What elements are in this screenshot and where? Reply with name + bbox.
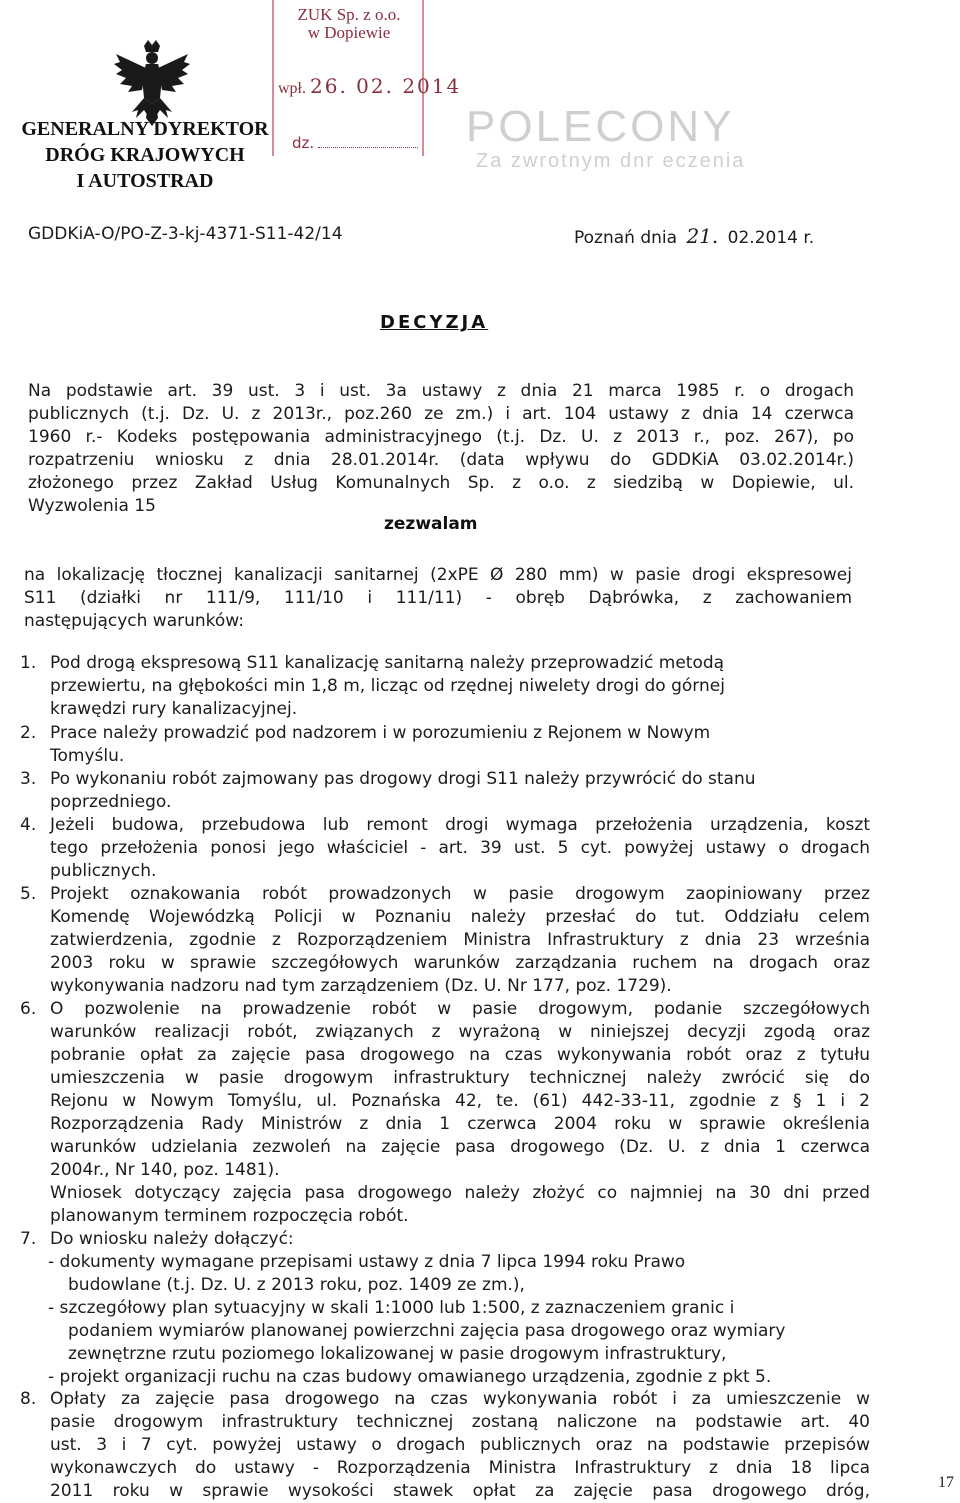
stamp-dz-label: dz.	[292, 134, 315, 152]
condition-line: przewiertu, na głębokości min 1,8 m, licząc od rzędnej niwelety drogi do górnej	[50, 676, 725, 696]
condition-number: 2.	[20, 723, 37, 743]
received-stamp	[272, 0, 462, 156]
condition-line: Jeżeli budowa, przebudowa lub remont drogi wymaga przełożenia urządzenia, koszt	[50, 815, 870, 835]
page-number: 17	[938, 1474, 954, 1491]
intro-line: złożonego przez Zakład Usług Komunalnych Sp. z o.o. z siedzibą w Dopiewie, ul.	[28, 473, 854, 493]
stamp-dz-row	[292, 134, 418, 152]
decision-word: zezwalam	[384, 514, 478, 534]
intro-line: rozpatrzeniu wniosku z dnia 28.01.2014r. (data wpływu do GDDKiA 03.02.2014r.)	[28, 450, 854, 470]
condition-line: 2003 roku w sprawie szczegółowych warunków zarządzania ruchem na drogach oraz	[50, 953, 870, 973]
intro-line: Na podstawie art. 39 ust. 3 i ust. 3a ustawy z dnia 21 marca 1985 r. o drogach	[28, 381, 854, 401]
authority-line: I AUTOSTRAD	[76, 170, 214, 192]
condition-line: Rozporządzenia Rady Ministrów z dnia 1 czerwca 2004 roku w sprawie określenia	[50, 1114, 870, 1134]
stamp-date-label: wpł.	[278, 80, 306, 97]
condition-line: Rejonu w Nowym Tomyślu, ul. Poznańska 42, te. (61) 442-33-11, zgodnie z § 1 i 2	[50, 1091, 870, 1111]
document-title: DECYZJA	[380, 312, 489, 333]
condition-number: 5.	[20, 884, 37, 904]
scope-paragraph	[24, 564, 852, 633]
scope-line: na lokalizację tłocznej kanalizacji sanitarnej (2xPE Ø 280 mm) w pasie drogi ekspresowej	[24, 565, 852, 585]
condition-line: Pod drogą ekspresową S11 kanalizację sanitarną należy przeprowadzić metodą	[50, 653, 725, 673]
condition-line: O pozwolenie na prowadzenie robót w pasie drogowym, podanie szczegółowych	[50, 999, 870, 1019]
attachment-line: - szczegółowy plan sytuacyjny w skali 1:1000 lub 1:500, z zaznaczeniem granic i	[48, 1298, 735, 1318]
condition-line: Wniosek dotyczący zajęcia pasa drogowego należy złożyć co najmniej na 30 dni przed	[50, 1183, 870, 1203]
condition-line: tego przełożenia ponosi jego właściciel - art. 39 ust. 5 cyt. powyżej ustawy o drogach	[50, 838, 870, 858]
condition-line: Komendę Wojewódzką Policji w Poznaniu należy przesłać do tut. Oddziału celem	[50, 907, 870, 927]
intro-line: Wyzwolenia 15	[28, 496, 156, 516]
scope-line: następujących warunków:	[24, 611, 245, 631]
authority-line: DRÓG KRAJOWYCH	[45, 144, 245, 166]
condition-line: pobranie opłat za zajęcie pasa drogowego na czas wykonywania robót oraz z tytułu	[50, 1045, 870, 1065]
condition-number: 7.	[20, 1229, 37, 1249]
stamp-company-line: ZUK Sp. z o.o.	[297, 5, 401, 24]
eagle-emblem-icon	[112, 40, 192, 128]
stamp-company	[284, 6, 414, 42]
condition-line: warunków realizacji robót, związanych z wyrażoną w niniejszej decyzji zgodą oraz	[50, 1022, 870, 1042]
condition-number: 4.	[20, 815, 37, 835]
authority-line: GENERALNY DYREKTOR	[21, 118, 269, 140]
place-date-rest: 02.2014 r.	[727, 228, 815, 248]
condition-line: umieszczenia w pasie drogowym infrastruktury technicznej należy zwrócić się do	[50, 1068, 870, 1088]
registered-stamp-title: POLECONY	[466, 102, 735, 151]
stamp-date-value: 26. 02. 2014	[310, 74, 462, 98]
condition-line: publicznych.	[50, 861, 157, 881]
attachment-line: zewnętrzne rzutu poziomego lokalizowanej w pasie drogowym infrastruktury,	[68, 1344, 727, 1364]
registered-mail-stamp	[466, 104, 746, 173]
stamp-date-row	[278, 74, 461, 98]
condition-line: poprzedniego.	[50, 792, 172, 812]
condition-line: Po wykonaniu robót zajmowany pas drogowy drogi S11 należy przywrócić do stanu	[50, 769, 756, 789]
condition-line: pasie drogowym infrastruktury technicznej zostaną naliczone na podstawie art. 40	[50, 1412, 870, 1432]
intro-line: publicznych (t.j. Dz. U. z 2013r., poz.260 ze zm.) i art. 104 ustawy z dnia 14 czerwca	[28, 404, 854, 424]
case-reference: GDDKiA-O/PO-Z-3-kj-4371-S11-42/14	[28, 224, 343, 244]
issuing-authority	[14, 116, 276, 194]
condition-number: 3.	[20, 769, 37, 789]
attachment-line: - dokumenty wymagane przepisami ustawy z dnia 7 lipca 1994 roku Prawo	[48, 1252, 686, 1272]
condition-line: Tomyślu.	[50, 746, 125, 766]
condition-line: warunków udzielania zezwoleń na zajęcie pasa drogowego (Dz. U. z dnia 1 czerwca	[50, 1137, 870, 1157]
condition-number: 1.	[20, 653, 37, 673]
condition-line: planowanym terminem rozpoczęcia robót.	[50, 1206, 409, 1226]
condition-line: 2011 roku w sprawie wysokości stawek opłat za zajęcie pasa drogowego dróg,	[50, 1481, 870, 1501]
attachment-line: - projekt organizacji ruchu na czas budowy omawianego urządzenia, zgodnie z pkt 5.	[48, 1367, 772, 1387]
condition-line: zatwierdzenia, zgodnie z Rozporządzeniem Ministra Infrastruktury z dnia 23 września	[50, 930, 870, 950]
condition-line: Projekt oznakowania robót prowadzonych w pasie drogowym zaopiniowany przez	[50, 884, 870, 904]
intro-line: 1960 r.- Kodeks postępowania administracyjnego (t.j. Dz. U. z 2013 r., poz. 267), po	[28, 427, 854, 447]
place-date-prefix: Poznań dnia	[574, 228, 678, 248]
condition-line: 2004r., Nr 140, poz. 1481).	[50, 1160, 280, 1180]
condition-line: Do wniosku należy dołączyć:	[50, 1229, 294, 1249]
registered-stamp-subtitle: Za zwrotnym dnr eczenia	[476, 150, 746, 172]
attachment-line: budowlane (t.j. Dz. U. z 2013 roku, poz. 1409 ze zm.),	[68, 1275, 525, 1295]
stamp-company-line: w Dopiewie	[307, 23, 391, 42]
attachment-line: podaniem wymiarów planowanej powierzchni zajęcia pasa drogowego oraz wymiary	[68, 1321, 786, 1341]
condition-number: 6.	[20, 999, 37, 1019]
scope-line: S11 (działki nr 111/9, 111/10 i 111/11) - obręb Dąbrówka, z zachowaniem	[24, 588, 852, 608]
place-date-day: 21.	[686, 224, 719, 248]
place-date	[574, 224, 814, 248]
condition-number: 8.	[20, 1389, 37, 1409]
intro-paragraph	[28, 380, 854, 518]
condition-line: krawędzi rury kanalizacyjnej.	[50, 699, 298, 719]
condition-line: wykonawczych do ustawy - Rozporządzenia Ministra Infrastruktury z dnia 18 lipca	[50, 1458, 870, 1478]
condition-line: Prace należy prowadzić pod nadzorem i w porozumieniu z Rejonem w Nowym	[50, 723, 711, 743]
attachment-list	[48, 1251, 848, 1389]
condition-line: Opłaty za zajęcie pasa drogowego na czas wykonywania robót i za umieszczenie w	[50, 1389, 870, 1409]
condition-line: ust. 3 i 7 cyt. powyżej ustawy o drogach publicznych oraz na podstawie przepisów	[50, 1435, 870, 1455]
condition-line: wykonywania nadzoru nad tym zarządzeniem (Dz. U. Nr 177, poz. 1729).	[50, 976, 672, 996]
